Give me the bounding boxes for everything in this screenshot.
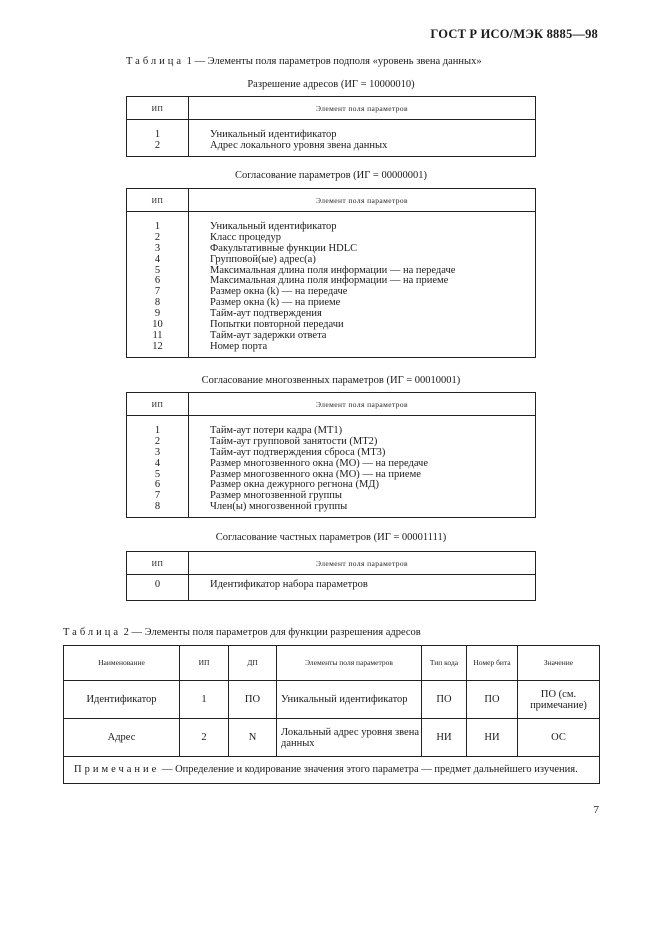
list-item: 5 bbox=[154, 468, 161, 480]
column-header-bit-number: Номер бита bbox=[467, 646, 518, 681]
list-item: Уникальный идентификатор bbox=[210, 129, 337, 140]
table2-caption-label: Таблица bbox=[63, 627, 122, 638]
list-item: 1 bbox=[154, 129, 161, 140]
list-item: Тайм-аут подтверждения bbox=[210, 308, 322, 320]
list-item: Тайм-аут потери кадра (МТ1) bbox=[210, 425, 343, 436]
cell-ip: 2 bbox=[180, 719, 229, 757]
list-item: 11 bbox=[152, 329, 163, 341]
table-address-resolution-elements bbox=[63, 645, 600, 784]
list-item: Размер окна дежурного регнона (МД) bbox=[210, 479, 379, 491]
column-header-element: Элемент поля параметров bbox=[189, 189, 536, 212]
list-item: 12 bbox=[152, 340, 163, 352]
element-cell bbox=[189, 212, 536, 358]
list-item: Адрес локального уровня звена данных bbox=[210, 139, 388, 151]
column-header-code-type: Тип кода bbox=[422, 646, 467, 681]
table-private-negotiation bbox=[126, 551, 536, 601]
list-item: 10 bbox=[152, 319, 163, 331]
list-item: Размер многозвенного окна (МО) — на передаче bbox=[210, 457, 428, 469]
section-title-private-negotiation: Согласование частных параметров (ИГ = 00001111) bbox=[215, 532, 447, 543]
list-item: Номер порта bbox=[210, 340, 268, 352]
page-number: 7 bbox=[593, 804, 599, 816]
ip-cell bbox=[127, 575, 189, 601]
element-cell bbox=[189, 575, 536, 601]
list-item: 8 bbox=[154, 501, 161, 513]
list-item: 0 bbox=[154, 579, 161, 590]
column-header-element: Элемент поля параметров bbox=[189, 97, 536, 120]
list-item: Размер окна (k) — на передаче bbox=[210, 286, 348, 298]
list-item: Максимальная длина поля информации — на передаче bbox=[210, 264, 456, 276]
section-title-address-resolution: Разрешение адресов (ИГ = 10000010) bbox=[247, 79, 415, 90]
list-item: Тайм-аут подтверждения сброса (МТ3) bbox=[210, 446, 386, 458]
list-item: Максимальная длина поля информации — на приеме bbox=[210, 275, 449, 287]
table-row bbox=[64, 681, 600, 719]
note-text: — Определение и кодирование значения этого параметра — предмет дальнейшего изучения. bbox=[159, 764, 578, 775]
cell-value: ПО (см. примечание) bbox=[518, 681, 600, 719]
cell-dp: N bbox=[229, 719, 277, 757]
column-header-element: Элемент поля параметров bbox=[189, 393, 536, 416]
list-item: Идентификатор набора параметров bbox=[210, 579, 368, 590]
list-item: 7 bbox=[154, 490, 161, 502]
cell-bit-number: ПО bbox=[467, 681, 518, 719]
list-item: 2 bbox=[154, 435, 161, 447]
list-item: Размер многозвенного окна (МО) — на приеме bbox=[210, 468, 421, 480]
cell-element: Уникальный идентификатор bbox=[277, 681, 422, 719]
column-header-ip: ИП bbox=[127, 97, 189, 120]
table-address-resolution bbox=[126, 96, 536, 157]
list-item: 2 bbox=[154, 231, 161, 243]
document-header: ГОСТ Р ИСО/МЭК 8885—98 bbox=[430, 27, 598, 41]
list-item: 5 bbox=[154, 264, 161, 276]
table-multilink-negotiation bbox=[126, 392, 536, 518]
column-header-elements: Элементы поля параметров bbox=[277, 646, 422, 681]
list-item: Тайм-аут групповой занятости (МТ2) bbox=[210, 435, 378, 447]
section-title-parameter-negotiation: Согласование параметров (ИГ = 00000001) bbox=[235, 170, 427, 181]
cell-element: Локальный адрес уровня звена данных bbox=[277, 719, 422, 757]
list-item: 8 bbox=[154, 297, 161, 309]
note-label: Примечание bbox=[74, 764, 160, 775]
element-cell bbox=[189, 416, 536, 518]
list-item: Факультативные функции HDLC bbox=[210, 242, 358, 254]
list-item: Тайм-аут задержки ответа bbox=[210, 329, 327, 341]
table-note bbox=[64, 757, 600, 784]
list-item: Уникальный идентификатор bbox=[210, 221, 337, 232]
column-header-dp: ДП bbox=[229, 646, 277, 681]
list-item: 1 bbox=[154, 425, 161, 436]
list-item: 2 bbox=[154, 139, 161, 151]
cell-code-type: ПО bbox=[422, 681, 467, 719]
ip-cell bbox=[127, 212, 189, 358]
element-cell bbox=[189, 120, 536, 157]
list-item: 7 bbox=[154, 286, 161, 298]
column-header-name: Наименование bbox=[64, 646, 180, 681]
list-item: 6 bbox=[154, 275, 161, 287]
list-item: Класс процедур bbox=[210, 231, 281, 243]
table2-caption bbox=[63, 627, 421, 638]
list-item: Член(ы) многозвенной группы bbox=[210, 501, 348, 513]
column-header-element: Элемент поля параметров bbox=[189, 552, 536, 575]
table2-caption-text: 2 — Элементы поля параметров для функции разрешения адресов bbox=[123, 627, 421, 638]
column-header-ip: ИП bbox=[127, 189, 189, 212]
list-item: 6 bbox=[154, 479, 161, 491]
ip-cell bbox=[127, 416, 189, 518]
list-item: 3 bbox=[154, 446, 161, 458]
cell-dp: ПО bbox=[229, 681, 277, 719]
column-header-value: Значение bbox=[518, 646, 600, 681]
list-item: 3 bbox=[154, 242, 161, 254]
ip-cell bbox=[127, 120, 189, 157]
list-item: 4 bbox=[154, 253, 161, 265]
table-parameter-negotiation bbox=[126, 188, 536, 358]
cell-ip: 1 bbox=[180, 681, 229, 719]
list-item: Размер многозвенной группы bbox=[210, 490, 342, 502]
cell-name: Адрес bbox=[64, 719, 180, 757]
cell-value: ОС bbox=[518, 719, 600, 757]
column-header-ip: ИП bbox=[127, 552, 189, 575]
cell-bit-number: НИ bbox=[467, 719, 518, 757]
list-item: 4 bbox=[154, 457, 161, 469]
section-title-multilink-negotiation: Согласование многозвенных параметров (ИГ = 00010001) bbox=[201, 375, 461, 386]
table1-caption bbox=[126, 56, 482, 67]
column-header-ip: ИП bbox=[127, 393, 189, 416]
list-item: Групповой(ые) адрес(а) bbox=[210, 253, 316, 265]
list-item: Попытки повторной передачи bbox=[210, 319, 344, 331]
table1-caption-text: 1 — Элементы поля параметров подполя «уровень звена данных» bbox=[186, 56, 482, 67]
list-item: 1 bbox=[154, 221, 161, 232]
table1-caption-label: Таблица bbox=[126, 56, 185, 67]
list-item: Размер окна (k) — на приеме bbox=[210, 297, 341, 309]
cell-name: Идентификатор bbox=[64, 681, 180, 719]
table-row bbox=[64, 719, 600, 757]
column-header-ip: ИП bbox=[180, 646, 229, 681]
cell-code-type: НИ bbox=[422, 719, 467, 757]
list-item: 9 bbox=[154, 308, 161, 320]
